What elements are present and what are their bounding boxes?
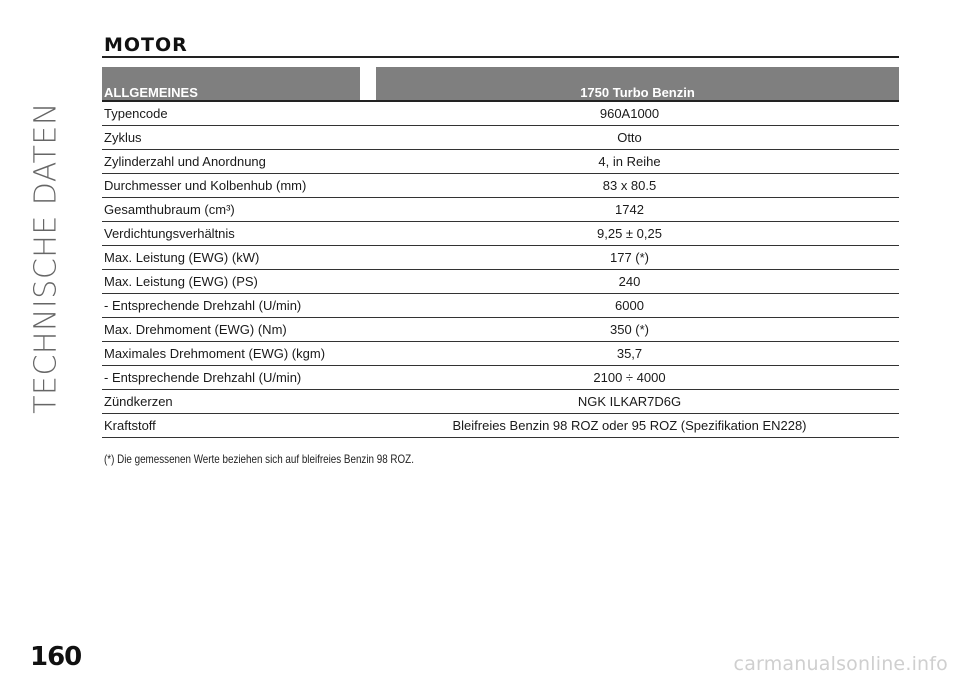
spec-label: Max. Leistung (EWG) (PS) [102, 270, 360, 294]
table-row [102, 414, 899, 438]
watermark[interactable]: carmanualsonline.info [733, 653, 948, 675]
spec-value: Otto [360, 126, 899, 150]
header-gap [360, 67, 376, 101]
table-row [102, 174, 899, 198]
footnote: (*) Die gemessenen Werte beziehen sich auf bleifreies Benzin 98 ROZ. [104, 452, 414, 466]
table-row [102, 150, 899, 174]
spec-value: 83 x 80.5 [360, 174, 899, 198]
table-header-row [102, 67, 899, 101]
spec-value: 9,25 ± 0,25 [360, 222, 899, 246]
spec-label: Zylinderzahl und Anordnung [102, 150, 360, 174]
table-row [102, 101, 899, 126]
table-row [102, 246, 899, 270]
spec-value: Bleifreies Benzin 98 ROZ oder 95 ROZ (Spezifikation EN228) [360, 414, 899, 438]
table-row [102, 366, 899, 390]
spec-value: 35,7 [360, 342, 899, 366]
spec-label: Typencode [102, 101, 360, 126]
spec-label: - Entsprechende Drehzahl (U/min) [102, 366, 360, 390]
table-row [102, 222, 899, 246]
spec-value: 6000 [360, 294, 899, 318]
spec-label: Zündkerzen [102, 390, 360, 414]
section-side-title: TECHNISCHE DATEN [28, 102, 64, 414]
spec-label: Zyklus [102, 126, 360, 150]
spec-label: Verdichtungsverhältnis [102, 222, 360, 246]
spec-label: Durchmesser und Kolbenhub (mm) [102, 174, 360, 198]
section-heading: MOTOR [104, 34, 188, 56]
table-row [102, 294, 899, 318]
table-row [102, 198, 899, 222]
header-engine-variant: 1750 Turbo Benzin [376, 67, 899, 101]
spec-label: Gesamthubraum (cm³) [102, 198, 360, 222]
table-row [102, 390, 899, 414]
spec-label: Maximales Drehmoment (EWG) (kgm) [102, 342, 360, 366]
spec-label: - Entsprechende Drehzahl (U/min) [102, 294, 360, 318]
table-row [102, 126, 899, 150]
spec-table-body [102, 101, 899, 438]
header-general: ALLGEMEINES [102, 67, 360, 101]
engine-spec-table [102, 67, 899, 438]
spec-value: NGK ILKAR7D6G [360, 390, 899, 414]
spec-value: 177 (*) [360, 246, 899, 270]
table-row [102, 270, 899, 294]
spec-value: 240 [360, 270, 899, 294]
spec-value: 2100 ÷ 4000 [360, 366, 899, 390]
heading-rule [102, 56, 899, 58]
spec-value: 4, in Reihe [360, 150, 899, 174]
page-number: 160 [30, 642, 82, 672]
table-row [102, 318, 899, 342]
table-row [102, 342, 899, 366]
spec-value: 350 (*) [360, 318, 899, 342]
spec-label: Max. Drehmoment (EWG) (Nm) [102, 318, 360, 342]
spec-label: Max. Leistung (EWG) (kW) [102, 246, 360, 270]
spec-label: Kraftstoff [102, 414, 360, 438]
spec-value: 960A1000 [360, 101, 899, 126]
spec-value: 1742 [360, 198, 899, 222]
